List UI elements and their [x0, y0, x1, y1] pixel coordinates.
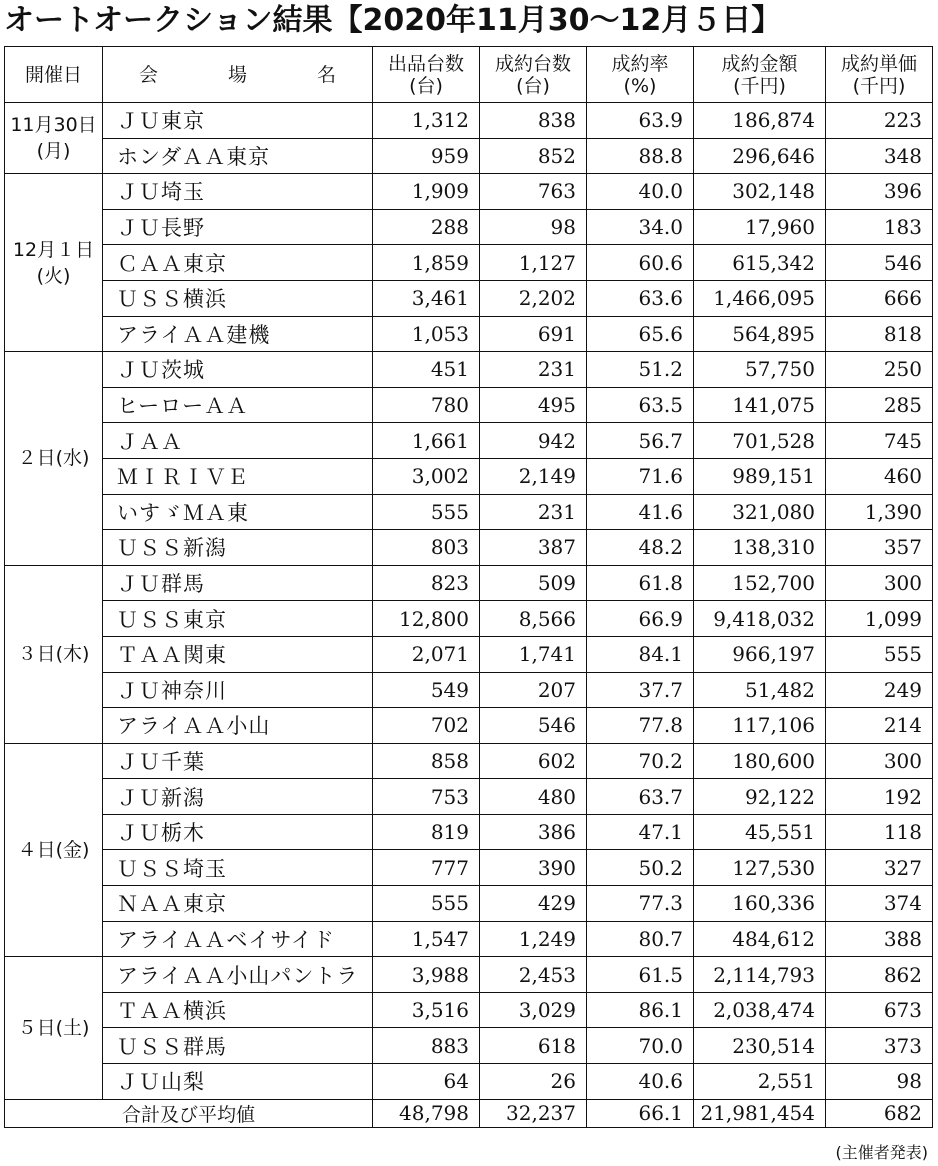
- unit-price-cell: 388: [826, 921, 933, 957]
- table-row: [5, 103, 933, 139]
- unit-price-cell: 348: [826, 138, 933, 174]
- listed-cell: 753: [373, 779, 480, 815]
- rate-cell: 63.9: [587, 103, 694, 139]
- day-label-line: (月): [36, 140, 71, 163]
- sold-cell: 509: [480, 565, 587, 601]
- amount-cell: 51,482: [694, 672, 826, 708]
- sold-cell: 2,453: [480, 957, 587, 993]
- sold-cell: 838: [480, 103, 587, 139]
- listed-cell: 1,661: [373, 423, 480, 459]
- amount-cell: 45,551: [694, 814, 826, 850]
- amount-cell: 989,151: [694, 458, 826, 494]
- sold-cell: 429: [480, 886, 587, 922]
- listed-cell: 780: [373, 387, 480, 423]
- table-row: [5, 316, 933, 352]
- day-cell: [5, 103, 103, 174]
- header-day: 開催日: [5, 47, 103, 103]
- rate-cell: 63.6: [587, 280, 694, 316]
- sold-cell: 546: [480, 708, 587, 744]
- sold-cell: 231: [480, 494, 587, 530]
- rate-cell: 66.9: [587, 601, 694, 637]
- day-label-line: (火): [36, 264, 71, 287]
- header-unit-price: 成約単価 (千円): [826, 47, 933, 103]
- listed-cell: 1,909: [373, 174, 480, 210]
- rate-cell: 61.8: [587, 565, 694, 601]
- venue-cell: ＪＵ千葉: [103, 743, 373, 779]
- rate-cell: 40.6: [587, 1064, 694, 1100]
- table-row: [5, 992, 933, 1028]
- unit-price-cell: 673: [826, 992, 933, 1028]
- table-row: [5, 672, 933, 708]
- venue-cell: アライＡＡ建機: [103, 316, 373, 352]
- amount-cell: 302,148: [694, 174, 826, 210]
- unit-price-cell: 223: [826, 103, 933, 139]
- listed-cell: 555: [373, 886, 480, 922]
- sold-cell: 207: [480, 672, 587, 708]
- venue-cell: ＭＩＲＩＶＥ: [103, 458, 373, 494]
- venue-cell: ＪＵ山梨: [103, 1064, 373, 1100]
- sold-cell: 98: [480, 209, 587, 245]
- day-cell: [5, 743, 103, 957]
- sold-cell: 618: [480, 1028, 587, 1064]
- unit-price-cell: 98: [826, 1064, 933, 1100]
- table-row: [5, 565, 933, 601]
- unit-price-cell: 249: [826, 672, 933, 708]
- rate-cell: 88.8: [587, 138, 694, 174]
- venue-cell: ＵＳＳ横浜: [103, 280, 373, 316]
- listed-cell: 3,988: [373, 957, 480, 993]
- table-body: [5, 103, 933, 1100]
- amount-cell: 296,646: [694, 138, 826, 174]
- table-row: [5, 458, 933, 494]
- listed-cell: 803: [373, 530, 480, 566]
- sold-cell: 1,127: [480, 245, 587, 281]
- rate-cell: 41.6: [587, 494, 694, 530]
- unit-price-cell: 300: [826, 565, 933, 601]
- listed-cell: 12,800: [373, 601, 480, 637]
- unit-price-cell: 327: [826, 850, 933, 886]
- venue-cell: アライＡＡ小山パントラ: [103, 957, 373, 993]
- sold-cell: 1,249: [480, 921, 587, 957]
- amount-cell: 57,750: [694, 352, 826, 388]
- day-label-line: ３日(木): [17, 643, 90, 666]
- amount-cell: 141,075: [694, 387, 826, 423]
- unit-price-cell: 818: [826, 316, 933, 352]
- rate-cell: 70.0: [587, 1028, 694, 1064]
- sold-cell: 386: [480, 814, 587, 850]
- amount-cell: 127,530: [694, 850, 826, 886]
- total-listed: 48,798: [373, 1099, 480, 1127]
- table-row: [5, 423, 933, 459]
- day-label-line: ２日(水): [17, 447, 90, 470]
- unit-price-cell: 374: [826, 886, 933, 922]
- total-amount: 21,981,454: [694, 1099, 826, 1127]
- amount-cell: 180,600: [694, 743, 826, 779]
- unit-price-cell: 460: [826, 458, 933, 494]
- unit-price-cell: 745: [826, 423, 933, 459]
- venue-cell: ＵＳＳ埼玉: [103, 850, 373, 886]
- table-row: [5, 209, 933, 245]
- sold-cell: 480: [480, 779, 587, 815]
- table-row: [5, 174, 933, 210]
- amount-cell: 9,418,032: [694, 601, 826, 637]
- unit-price-cell: 1,390: [826, 494, 933, 530]
- amount-cell: 2,038,474: [694, 992, 826, 1028]
- listed-cell: 1,859: [373, 245, 480, 281]
- rate-cell: 50.2: [587, 850, 694, 886]
- day-label-line: 11月30日: [10, 114, 97, 137]
- venue-cell: ＪＵ茨城: [103, 352, 373, 388]
- header-venue: 会 場 名: [103, 47, 373, 103]
- table-row: [5, 601, 933, 637]
- sold-cell: 8,566: [480, 601, 587, 637]
- table-row: [5, 280, 933, 316]
- amount-cell: 92,122: [694, 779, 826, 815]
- table-row: [5, 708, 933, 744]
- venue-cell: ＪＵ栃木: [103, 814, 373, 850]
- amount-cell: 484,612: [694, 921, 826, 957]
- rate-cell: 63.7: [587, 779, 694, 815]
- rate-cell: 40.0: [587, 174, 694, 210]
- amount-cell: 230,514: [694, 1028, 826, 1064]
- sold-cell: 852: [480, 138, 587, 174]
- table-row: [5, 352, 933, 388]
- table-row: [5, 850, 933, 886]
- total-rate: 66.1: [587, 1099, 694, 1127]
- amount-cell: 615,342: [694, 245, 826, 281]
- total-sold: 32,237: [480, 1099, 587, 1127]
- header-sold: 成約台数 (台): [480, 47, 587, 103]
- amount-cell: 17,960: [694, 209, 826, 245]
- table-row: [5, 921, 933, 957]
- amount-cell: 2,551: [694, 1064, 826, 1100]
- listed-cell: 777: [373, 850, 480, 886]
- day-cell: [5, 957, 103, 1099]
- listed-cell: 3,002: [373, 458, 480, 494]
- venue-cell: ＪＵ東京: [103, 103, 373, 139]
- sold-cell: 942: [480, 423, 587, 459]
- rate-cell: 56.7: [587, 423, 694, 459]
- day-cell: [5, 565, 103, 743]
- table-row: [5, 1064, 933, 1100]
- venue-cell: ＪＵ埼玉: [103, 174, 373, 210]
- venue-cell: ＵＳＳ東京: [103, 601, 373, 637]
- listed-cell: 819: [373, 814, 480, 850]
- header-amount: 成約金額 (千円): [694, 47, 826, 103]
- source-note: (主催者発表): [835, 1143, 928, 1162]
- rate-cell: 70.2: [587, 743, 694, 779]
- table-row: [5, 138, 933, 174]
- rate-cell: 77.8: [587, 708, 694, 744]
- rate-cell: 80.7: [587, 921, 694, 957]
- venue-cell: いすゞＭＡ東: [103, 494, 373, 530]
- venue-cell: ＴＡＡ横浜: [103, 992, 373, 1028]
- listed-cell: 555: [373, 494, 480, 530]
- venue-cell: ＪＵ長野: [103, 209, 373, 245]
- venue-cell: ＣＡＡ東京: [103, 245, 373, 281]
- rate-cell: 48.2: [587, 530, 694, 566]
- amount-cell: 1,466,095: [694, 280, 826, 316]
- unit-price-cell: 192: [826, 779, 933, 815]
- sold-cell: 495: [480, 387, 587, 423]
- venue-cell: アライＡＡベイサイド: [103, 921, 373, 957]
- rate-cell: 60.6: [587, 245, 694, 281]
- rate-cell: 71.6: [587, 458, 694, 494]
- total-unit-price: 682: [826, 1099, 933, 1127]
- listed-cell: 959: [373, 138, 480, 174]
- table-row: [5, 743, 933, 779]
- sold-cell: 231: [480, 352, 587, 388]
- unit-price-cell: 357: [826, 530, 933, 566]
- rate-cell: 84.1: [587, 636, 694, 672]
- unit-price-cell: 214: [826, 708, 933, 744]
- sold-cell: 691: [480, 316, 587, 352]
- total-label: 合計及び平均値: [5, 1099, 373, 1127]
- amount-cell: 966,197: [694, 636, 826, 672]
- unit-price-cell: 396: [826, 174, 933, 210]
- venue-cell: ＴＡＡ関東: [103, 636, 373, 672]
- table-row: [5, 1028, 933, 1064]
- sold-cell: 390: [480, 850, 587, 886]
- total-row: [5, 1099, 933, 1127]
- sold-cell: 2,149: [480, 458, 587, 494]
- table-row: [5, 245, 933, 281]
- venue-cell: ＪＵ神奈川: [103, 672, 373, 708]
- sold-cell: 602: [480, 743, 587, 779]
- listed-cell: 64: [373, 1064, 480, 1100]
- listed-cell: 3,516: [373, 992, 480, 1028]
- amount-cell: 564,895: [694, 316, 826, 352]
- venue-cell: ホンダＡＡ東京: [103, 138, 373, 174]
- venue-cell: ＪＵ群馬: [103, 565, 373, 601]
- venue-cell: ヒーローＡＡ: [103, 387, 373, 423]
- listed-cell: 549: [373, 672, 480, 708]
- amount-cell: 160,336: [694, 886, 826, 922]
- venue-cell: ＵＳＳ新潟: [103, 530, 373, 566]
- listed-cell: 823: [373, 565, 480, 601]
- venue-cell: ＪＵ新潟: [103, 779, 373, 815]
- amount-cell: 152,700: [694, 565, 826, 601]
- amount-cell: 701,528: [694, 423, 826, 459]
- table-row: [5, 387, 933, 423]
- listed-cell: 883: [373, 1028, 480, 1064]
- listed-cell: 3,461: [373, 280, 480, 316]
- rate-cell: 86.1: [587, 992, 694, 1028]
- page-title: オートオークション結果【2020年11月30～12月５日】: [4, 3, 782, 38]
- unit-price-cell: 118: [826, 814, 933, 850]
- unit-price-cell: 250: [826, 352, 933, 388]
- day-label-line: ５日(土): [17, 1016, 90, 1039]
- listed-cell: 858: [373, 743, 480, 779]
- amount-cell: 321,080: [694, 494, 826, 530]
- listed-cell: 288: [373, 209, 480, 245]
- auction-results-table: [4, 46, 933, 1128]
- unit-price-cell: 183: [826, 209, 933, 245]
- unit-price-cell: 285: [826, 387, 933, 423]
- unit-price-cell: 862: [826, 957, 933, 993]
- day-cell: [5, 174, 103, 352]
- sold-cell: 3,029: [480, 992, 587, 1028]
- rate-cell: 47.1: [587, 814, 694, 850]
- venue-cell: ＮＡＡ東京: [103, 886, 373, 922]
- rate-cell: 65.6: [587, 316, 694, 352]
- table-row: [5, 530, 933, 566]
- unit-price-cell: 300: [826, 743, 933, 779]
- listed-cell: 2,071: [373, 636, 480, 672]
- amount-cell: 2,114,793: [694, 957, 826, 993]
- header-rate: 成約率 (%): [587, 47, 694, 103]
- table-row: [5, 886, 933, 922]
- unit-price-cell: 373: [826, 1028, 933, 1064]
- rate-cell: 37.7: [587, 672, 694, 708]
- listed-cell: 702: [373, 708, 480, 744]
- amount-cell: 186,874: [694, 103, 826, 139]
- amount-cell: 138,310: [694, 530, 826, 566]
- rate-cell: 61.5: [587, 957, 694, 993]
- sold-cell: 387: [480, 530, 587, 566]
- venue-cell: アライＡＡ小山: [103, 708, 373, 744]
- unit-price-cell: 555: [826, 636, 933, 672]
- unit-price-cell: 546: [826, 245, 933, 281]
- amount-cell: 117,106: [694, 708, 826, 744]
- listed-cell: 1,547: [373, 921, 480, 957]
- table-row: [5, 779, 933, 815]
- rate-cell: 63.5: [587, 387, 694, 423]
- table-row: [5, 494, 933, 530]
- sold-cell: 763: [480, 174, 587, 210]
- rate-cell: 34.0: [587, 209, 694, 245]
- day-label-line: ４日(金): [17, 838, 90, 861]
- unit-price-cell: 666: [826, 280, 933, 316]
- unit-price-cell: 1,099: [826, 601, 933, 637]
- listed-cell: 451: [373, 352, 480, 388]
- table-header: [5, 47, 933, 103]
- rate-cell: 77.3: [587, 886, 694, 922]
- sold-cell: 1,741: [480, 636, 587, 672]
- day-label-line: 12月１日: [12, 238, 95, 261]
- table-row: [5, 814, 933, 850]
- rate-cell: 51.2: [587, 352, 694, 388]
- header-listed: 出品台数 (台): [373, 47, 480, 103]
- venue-cell: ＵＳＳ群馬: [103, 1028, 373, 1064]
- sold-cell: 2,202: [480, 280, 587, 316]
- table-row: [5, 957, 933, 993]
- table-row: [5, 636, 933, 672]
- listed-cell: 1,053: [373, 316, 480, 352]
- listed-cell: 1,312: [373, 103, 480, 139]
- sold-cell: 26: [480, 1064, 587, 1100]
- day-cell: [5, 352, 103, 566]
- venue-cell: ＪＡＡ: [103, 423, 373, 459]
